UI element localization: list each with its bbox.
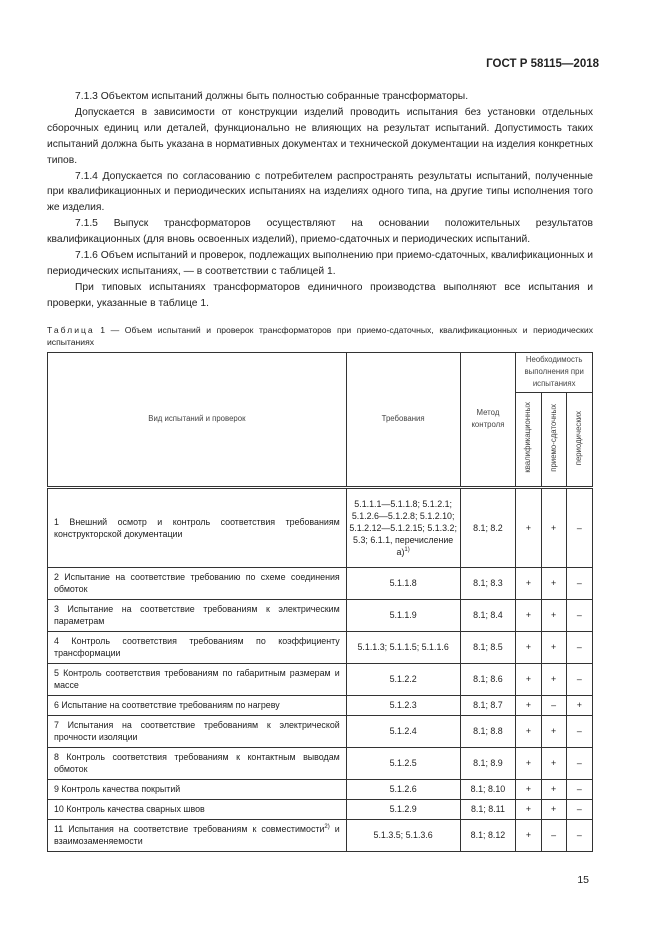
header-necessity: Необходимость выполнения при испытаниях [516,352,593,392]
acceptance-mark: + [541,799,566,819]
periodic-mark: – [566,663,592,695]
qualification-mark: + [516,779,541,799]
qualification-mark: + [516,799,541,819]
method-cell: 8.1; 8.3 [460,567,516,599]
requirements-text: 5.1.1.3; 5.1.1.5; 5.1.1.6 [357,642,449,653]
table-row [48,799,593,819]
test-name: 6 Испытание на соответствие требованиям по нагреву [48,695,347,715]
test-name: 4 Контроль соответствия требованиям по коэффициенту трансформации [48,631,347,663]
table-row [48,599,593,631]
page-content [47,0,593,906]
table-row [48,747,593,779]
paragraph: 7.1.3 Объектом испытаний должны быть полностью собранные трансформаторы. [75,91,469,102]
requirements-cell [346,747,460,779]
qualification-mark: + [516,747,541,779]
periodic-mark: – [566,487,592,567]
periodic-mark: – [566,631,592,663]
periodic-mark: – [566,747,592,779]
acceptance-mark: + [541,599,566,631]
requirements-text: 5.1.2.9 [389,804,417,815]
acceptance-mark: – [541,819,566,851]
test-name: 10 Контроль качества сварных швов [48,799,347,819]
test-name: 8 Контроль соответствия требованиям к контактным выводам обмоток [48,747,347,779]
requirements-cell [346,599,460,631]
periodic-mark: – [566,599,592,631]
requirements-text: 5.1.1.8 [389,578,417,589]
body-text [47,89,593,312]
paragraph: При типовых испытаниях трансформаторов единичного производства выполняют все испытания и проверки, указанные в таблице 1. [47,281,593,309]
header-acceptance: приемо-сдаточных [548,403,558,472]
acceptance-mark: + [541,567,566,599]
test-name: 5 Контроль соответствия требованиям по габаритным размерам и массе [48,663,347,695]
paragraph: 7.1.4 Допускается по согласованию с потребителем распространять результаты испытаний, полученные при квалификационных и периодических испытаниях на изделиях одного типа, на другие типы исполнения того же изделия. [47,170,593,214]
qualification-mark: + [516,695,541,715]
table-row [48,487,593,567]
table-row [48,695,593,715]
requirements-text: 5.1.1.1—5.1.1.8; 5.1.2.1; 5.1.2.6—5.1.2.8; 5.1.2.10; 5.1.2.12—5.1.2.15; 5.1.3.2; 5.3; 6.1.1, перечисление а) [349,498,457,557]
requirements-cell [346,663,460,695]
paragraph: 7.1.6 Объем испытаний и проверок, подлежащих выполнению при приемо-сдаточных, квалификационных и периодических испытаниях, — в соответствии с таблицей 1. [47,250,593,277]
qualification-mark: + [516,599,541,631]
requirements-text: 5.1.2.3 [389,700,417,711]
test-name: 3 Испытание на соответствие требованиям к электрическим параметрам [48,599,347,631]
qualification-mark: + [516,487,541,567]
method-cell: 8.1; 8.6 [460,663,516,695]
requirements-text: 5.1.2.4 [389,726,417,737]
header-method: Метод контроля [460,352,516,487]
caption-label: Таблица [47,324,95,335]
caption-text: 1 — Объем испытаний и проверок трансформаторов при приемо-сдаточных, квалификационных и периодических испытаниях [47,324,593,347]
requirements-text: 5.1.2.6 [389,784,417,795]
periodic-mark: – [566,819,592,851]
header-periodic: периодических [574,410,584,465]
test-name: 1 Внешний осмотр и контроль соответствия требованиям конструкторской документации [48,487,347,567]
test-name: 2 Испытание на соответствие требованию по схеме соединения обмоток [48,567,347,599]
acceptance-mark: + [541,747,566,779]
table-row [48,631,593,663]
standard-number: ГОСТ Р 58115—2018 [486,58,599,70]
acceptance-mark: + [541,631,566,663]
method-cell: 8.1; 8.9 [460,747,516,779]
test-name-part: 11 Испытания на соответствие требованиям к совместимости [54,824,325,835]
header-kind: Вид испытаний и проверок [48,352,347,487]
requirements-cell [346,631,460,663]
requirements-cell [346,799,460,819]
header-requirements: Требования [346,352,460,487]
requirements-cell [346,779,460,799]
test-name-part: и взаимозаменяемости [54,824,340,847]
footnote-mark: 2) [324,824,330,831]
method-cell: 8.1; 8.12 [460,819,516,851]
qualification-mark: + [516,567,541,599]
table-row [48,567,593,599]
requirements-cell [346,819,460,851]
acceptance-mark: + [541,663,566,695]
requirements-cell [346,715,460,747]
method-cell: 8.1; 8.10 [460,779,516,799]
tests-table [47,352,593,852]
periodic-mark: – [566,779,592,799]
periodic-mark: – [566,567,592,599]
method-cell: 8.1; 8.7 [460,695,516,715]
paragraph: 7.1.5 Выпуск трансформаторов осуществляют на основании положительных результатов квалификационных (для вновь освоенных изделий), приемо-сдаточных и периодических испытаний. [47,218,593,246]
header-qualification: квалификационных [523,402,533,474]
method-cell: 8.1; 8.11 [460,799,516,819]
acceptance-mark: + [541,715,566,747]
method-cell: 8.1; 8.8 [460,715,516,747]
test-name: 7 Испытания на соответствие требованиям к электрической прочности изоляции [48,715,347,747]
method-cell: 8.1; 8.5 [460,631,516,663]
acceptance-mark: – [541,695,566,715]
requirements-text: 5.1.2.5 [389,758,417,769]
test-name [48,819,347,851]
table-caption [47,324,593,348]
qualification-mark: + [516,631,541,663]
periodic-mark: – [566,715,592,747]
test-name: 9 Контроль качества покрытий [48,779,347,799]
periodic-mark: – [566,799,592,819]
requirements-text: 5.1.2.2 [389,674,417,685]
table-row [48,715,593,747]
qualification-mark: + [516,715,541,747]
footnote-mark: 1) [404,546,410,553]
acceptance-mark: + [541,487,566,567]
qualification-mark: + [516,663,541,695]
method-cell: 8.1; 8.4 [460,599,516,631]
table-row [48,779,593,799]
requirements-cell [346,567,460,599]
requirements-text: 5.1.1.9 [389,610,417,621]
page-number: 15 [577,873,589,886]
requirements-cell [346,695,460,715]
requirements-cell [346,487,460,567]
requirements-text: 5.1.3.5; 5.1.3.6 [373,830,433,841]
periodic-mark: + [566,695,592,715]
paragraph: Допускается в зависимости от конструкции изделий проводить испытания без установки отдельных сборочных единиц или деталей, функционально не влияющих на результат испытаний. Допустимость таких испытаний должна быть указана в нормативных документах и технической документации на изделия конкретных типов. [47,106,593,166]
acceptance-mark: + [541,779,566,799]
qualification-mark: + [516,819,541,851]
table-row [48,663,593,695]
method-cell: 8.1; 8.2 [460,487,516,567]
table-row [48,819,593,851]
